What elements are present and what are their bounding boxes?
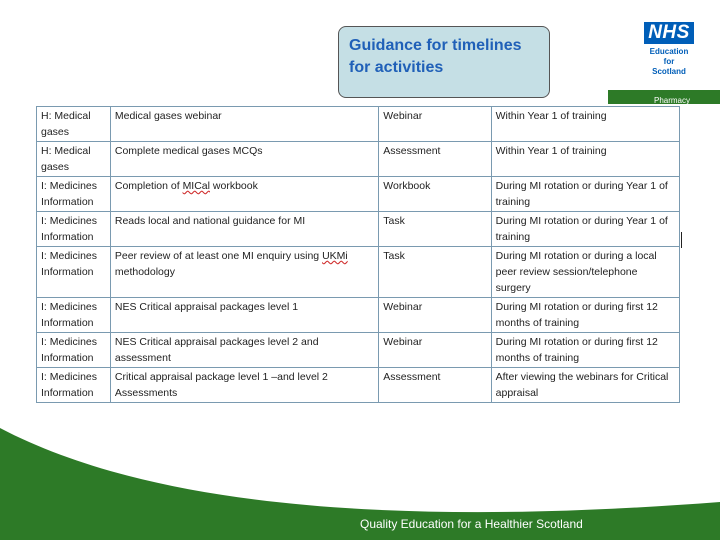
activity-text: methodology (114, 266, 175, 278)
activity-text: Completion of (114, 180, 183, 192)
timeline-cell: During MI rotation or during first 12 months of training (491, 333, 679, 368)
timeline-cell: Within Year 1 of training (491, 107, 679, 142)
domain-cell: H: Medical gases (37, 107, 111, 142)
nhs-logo-mark: NHS (644, 22, 694, 44)
domain-cell: I: Medicines Information (37, 368, 111, 403)
type-cell: Task (379, 212, 491, 247)
type-cell: Webinar (379, 107, 491, 142)
type-cell: Webinar (379, 298, 491, 333)
title-box (338, 26, 550, 98)
timeline-table (36, 106, 680, 403)
nhs-education-scotland-logo (636, 22, 702, 77)
type-cell: Assessment (379, 368, 491, 403)
footer-tagline: Quality Education for a Healthier Scotland (360, 517, 583, 531)
domain-cell: I: Medicines Information (37, 298, 111, 333)
logo-line-2: for (663, 57, 675, 66)
activity-cell (110, 177, 378, 212)
activity-text: workbook (209, 180, 258, 192)
domain-cell: H: Medical gases (37, 142, 111, 177)
nhs-logo-subtitle (636, 47, 702, 77)
table-row (37, 142, 680, 177)
type-cell: Assessment (379, 142, 491, 177)
divider (681, 232, 682, 248)
domain-cell: I: Medicines Information (37, 333, 111, 368)
table-row (37, 298, 680, 333)
activity-text: Peer review of at least one MI enquiry using (114, 250, 323, 262)
timeline-table-container (36, 106, 680, 399)
activity-cell: NES Critical appraisal packages level 2 and assessment (110, 333, 378, 368)
type-cell: Workbook (379, 177, 491, 212)
table-row (37, 247, 680, 298)
timeline-cell: After viewing the webinars for Critical appraisal (491, 368, 679, 403)
activity-cell: NES Critical appraisal packages level 1 (110, 298, 378, 333)
activity-cell: Reads local and national guidance for MI (110, 212, 378, 247)
spellcheck-word: MICal (182, 180, 210, 192)
timeline-cell: During MI rotation or during Year 1 of training (491, 177, 679, 212)
activity-cell: Medical gases webinar (110, 107, 378, 142)
table-row (37, 177, 680, 212)
timeline-cell: During MI rotation or during first 12 months of training (491, 298, 679, 333)
section-label: Pharmacy (653, 96, 690, 105)
type-cell: Webinar (379, 333, 491, 368)
logo-line-1: Education (649, 47, 689, 56)
timeline-cell: During MI rotation or during Year 1 of training (491, 212, 679, 247)
table-row (37, 333, 680, 368)
activity-cell: Complete medical gases MCQs (110, 142, 378, 177)
domain-cell: I: Medicines Information (37, 212, 111, 247)
spellcheck-word: UKMi (322, 250, 348, 262)
table-row (37, 107, 680, 142)
activity-cell (110, 247, 378, 298)
section-banner (608, 90, 720, 104)
timeline-cell: Within Year 1 of training (491, 142, 679, 177)
type-cell: Task (379, 247, 491, 298)
title-line-1: Guidance for timelines (349, 37, 522, 54)
domain-cell: I: Medicines Information (37, 177, 111, 212)
title-line-2: for activities (349, 59, 444, 76)
logo-line-3: Scotland (652, 67, 686, 76)
domain-cell: I: Medicines Information (37, 247, 111, 298)
activity-cell: Critical appraisal package level 1 –and level 2 Assessments (110, 368, 378, 403)
timeline-cell: During MI rotation or during a local peer review session/telephone surgery (491, 247, 679, 298)
table-row (37, 212, 680, 247)
green-swoosh-footer (0, 380, 720, 540)
